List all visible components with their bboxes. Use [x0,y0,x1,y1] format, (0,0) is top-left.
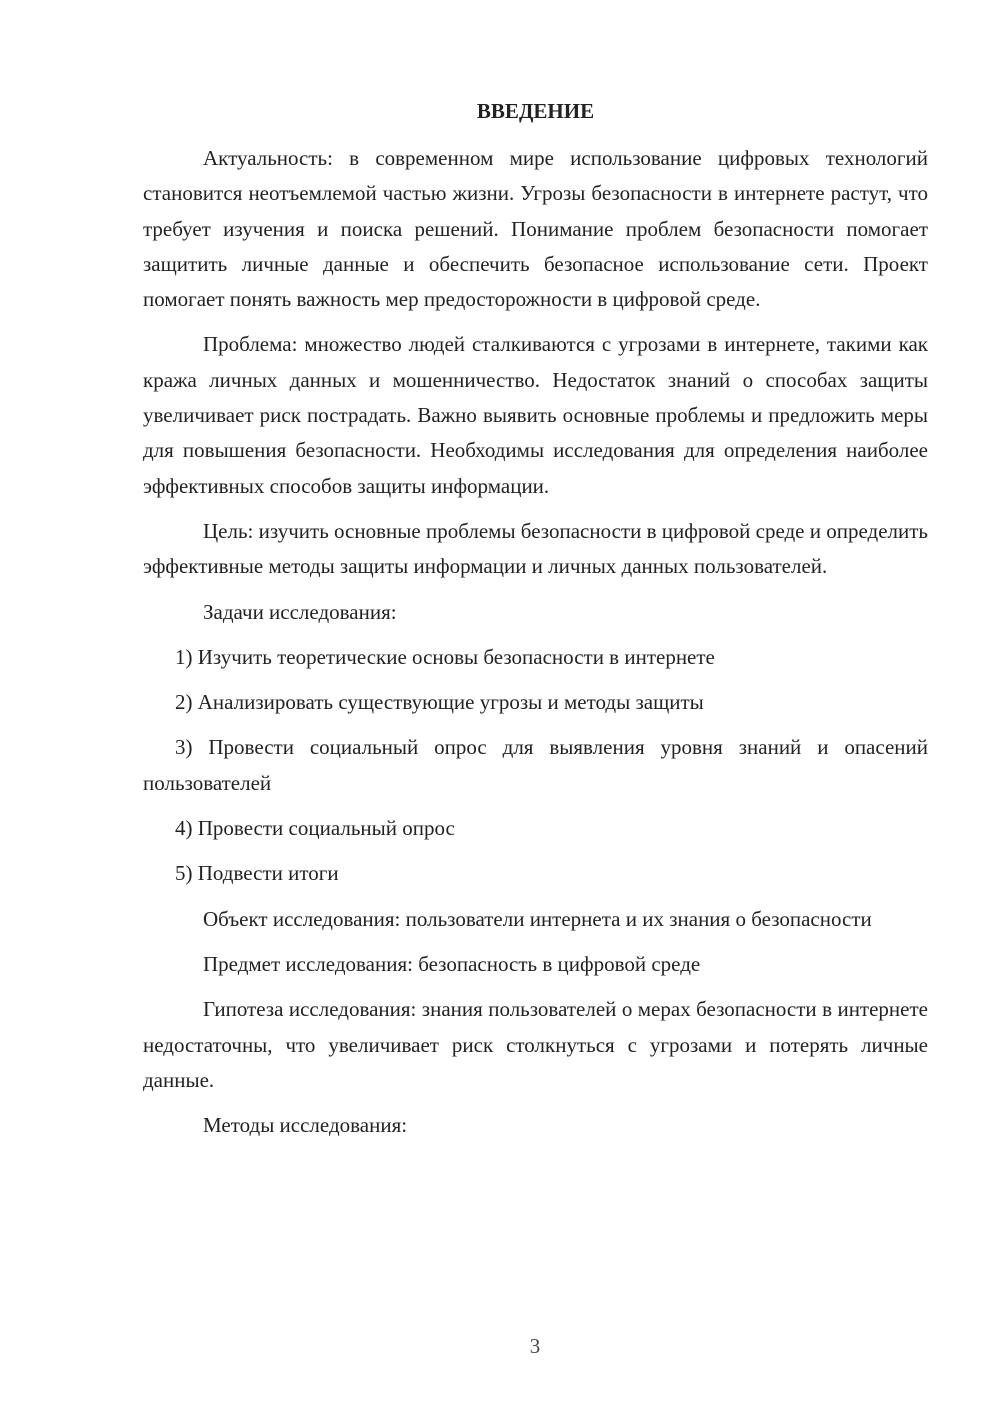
task-item-3: 3) Провести социальный опрос для выявления уровня знаний и опасений пользователей [143,735,928,795]
task-item-5: 5) Подвести итоги [175,861,339,886]
paragraph-subject: Предмет исследования: безопасность в цифровой среде [203,951,701,976]
task-item-2: 2) Анализировать существующие угрозы и методы защиты [175,690,704,715]
methods-heading: Методы исследования: [203,1113,408,1138]
paragraph-object: Объект исследования: пользователи интернета и их знания о безопасности [203,906,872,931]
page-title: ВВЕДЕНИЕ [476,99,595,123]
paragraph-problem: Проблема: множество людей сталкиваются с угрозами в интернете, такими как кража личных данных и мошенничество. Недостаток знаний о способах защиты увеличивает риск пострадать. Важно выявить основные проблемы и предложить меры для повышения безопасности. Необходимы исследования для определения наиболее эффективных способов защиты информации. [143,332,928,498]
task-item-4: 4) Провести социальный опрос [175,816,455,841]
tasks-heading: Задачи исследования: [203,599,397,624]
task-item-1: 1) Изучить теоретические основы безопасности в интернете [175,644,715,669]
paragraph-hypothesis: Гипотеза исследования: знания пользователей о мерах безопасности в интернете недостаточны, что увеличивает риск столкнуться с угрозами и потерять личные данные. [143,997,928,1092]
paragraph-relevance: Актуальность: в современном мире использование цифровых технологий становится неотъемлемой частью жизни. Угрозы безопасности в интернете растут, что требует изучения и поиска решений. Понимание проблем безопасности помогает защитить личные данные и обеспечить безопасное использование сети. Проект помогает понять важность мер предосторожности в цифровой среде. [143,146,928,312]
page-number: 3 [529,1334,541,1358]
paragraph-goal: Цель: изучить основные проблемы безопасности в цифровой среде и определить эффективные методы защиты информации и личных данных пользователей. [143,518,928,579]
page-content [143,94,928,1153]
